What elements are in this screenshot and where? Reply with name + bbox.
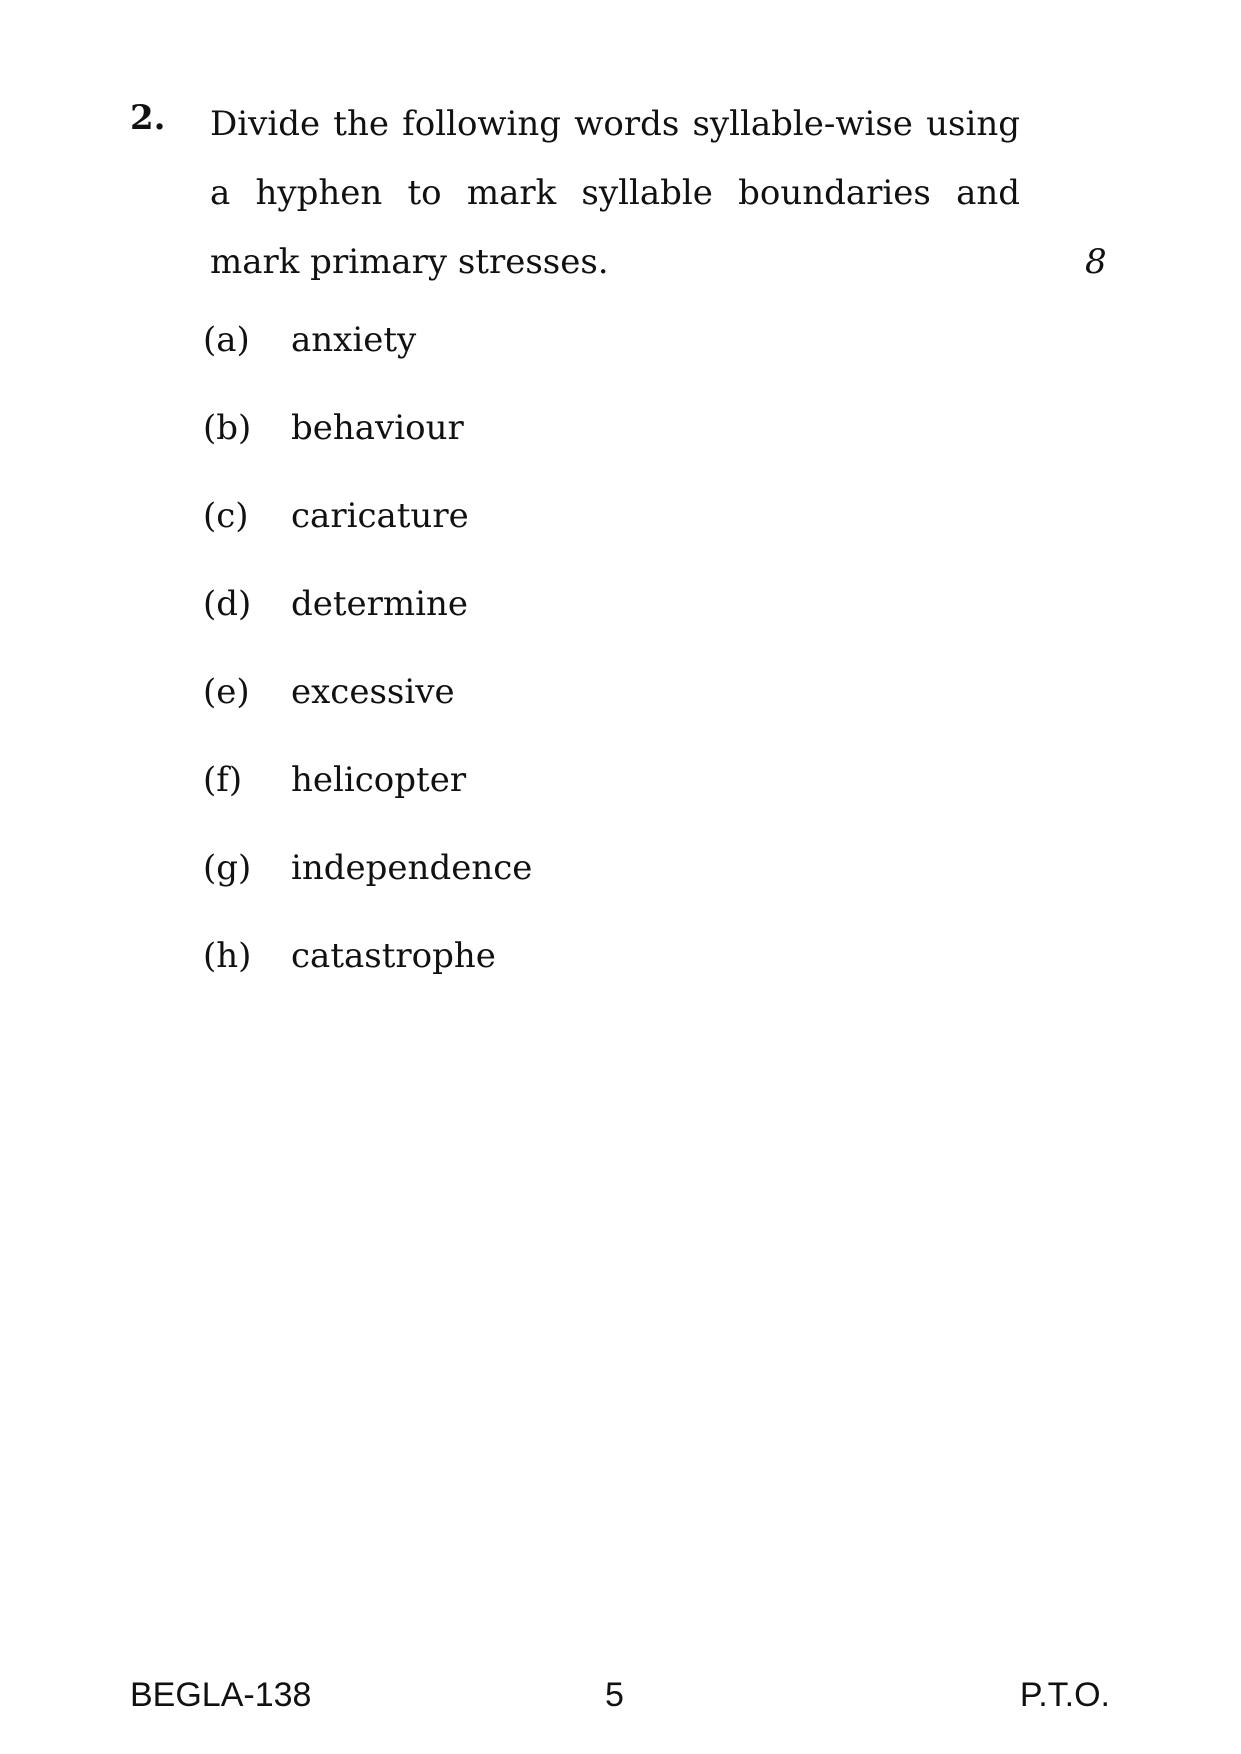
- question-marks: 8: [1085, 242, 1107, 282]
- option-word: determine: [291, 584, 469, 624]
- option-word: caricature: [291, 496, 469, 536]
- option-b: [203, 398, 532, 486]
- option-e: [203, 662, 532, 750]
- option-word: excessive: [291, 672, 455, 712]
- question-number: 2.: [130, 98, 166, 138]
- option-word: helicopter: [291, 760, 467, 800]
- option-label: (b): [203, 408, 252, 448]
- option-word: anxiety: [291, 320, 417, 360]
- option-label: (d): [203, 584, 252, 624]
- option-word: catastrophe: [291, 936, 496, 976]
- option-word: behaviour: [291, 408, 464, 448]
- option-d: [203, 574, 532, 662]
- options-list: [203, 310, 532, 1014]
- option-label: (e): [203, 672, 250, 712]
- question-text: Divide the following words syllable-wise using a hyphen to mark syllable boundaries and mark primary stresses.: [210, 104, 1020, 282]
- page-number: 5: [605, 1676, 624, 1714]
- option-label: (a): [203, 320, 250, 360]
- option-g: [203, 838, 532, 926]
- option-h: [203, 926, 532, 1014]
- option-label: (c): [203, 496, 249, 536]
- option-c: [203, 486, 532, 574]
- option-word: independence: [291, 848, 533, 888]
- page-footer: [130, 1676, 1110, 1720]
- course-code: BEGLA-138: [130, 1676, 312, 1714]
- option-a: [203, 310, 532, 398]
- option-label: (h): [203, 936, 252, 976]
- option-label: (f): [203, 760, 243, 800]
- option-label: (g): [203, 848, 252, 888]
- pto-label: P.T.O.: [1019, 1676, 1110, 1714]
- option-f: [203, 750, 532, 838]
